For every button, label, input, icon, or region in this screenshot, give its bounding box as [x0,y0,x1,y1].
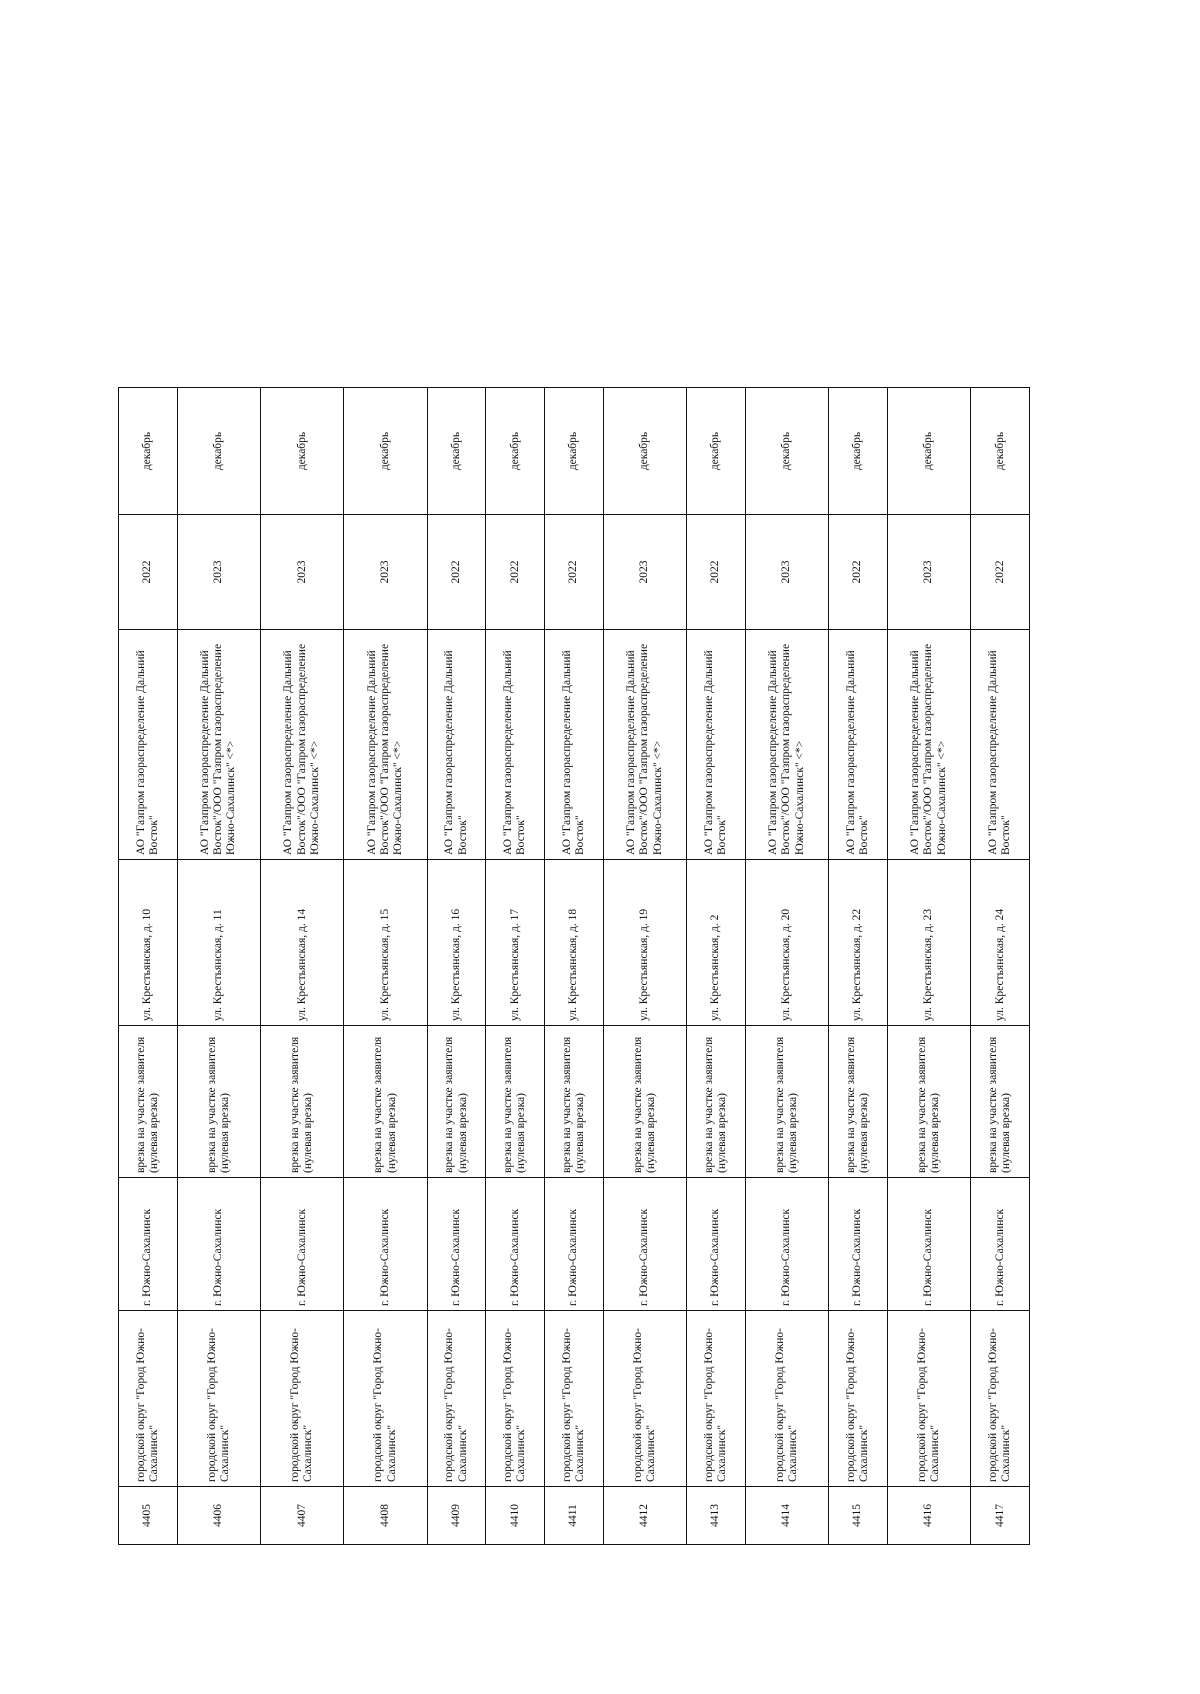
table-row [687,388,746,1545]
connection-type-cell: врезка на участке заявителя (нулевая врезка) [344,1026,427,1178]
year-cell: 2022 [971,515,1030,630]
address-cell: ул. Крестьянская, д. 11 [177,860,260,1026]
organization-cell: АО "Газпром газораспределение Дальний Восток"/ООО "Газпром газораспределение Южно-Сахалинск" <*> [177,630,260,860]
month-cell: декабрь [545,388,604,515]
table-row [829,388,888,1545]
municipality-cell: городской округ "Город Южно-Сахалинск" [887,1311,970,1487]
year-cell: 2023 [261,515,344,630]
month-cell: декабрь [971,388,1030,515]
year-cell: 2022 [829,515,888,630]
row-number-cell: 4417 [971,1487,1030,1545]
connection-type-cell: врезка на участке заявителя (нулевая врезка) [887,1026,970,1178]
city-cell: г. Южно-Сахалинск [687,1178,746,1311]
connection-type-cell: врезка на участке заявителя (нулевая врезка) [427,1026,486,1178]
municipality-cell: городской округ "Город Южно-Сахалинск" [829,1311,888,1487]
connection-type-cell: врезка на участке заявителя (нулевая врезка) [829,1026,888,1178]
municipality-cell: городской округ "Город Южно-Сахалинск" [603,1311,686,1487]
connection-type-cell: врезка на участке заявителя (нулевая врезка) [971,1026,1030,1178]
municipality-cell: городской округ "Город Южно-Сахалинск" [687,1311,746,1487]
connection-type-cell: врезка на участке заявителя (нулевая врезка) [119,1026,178,1178]
month-cell: декабрь [603,388,686,515]
city-cell: г. Южно-Сахалинск [545,1178,604,1311]
organization-cell: АО "Газпром газораспределение Дальний Восток"/ООО "Газпром газораспределение Южно-Сахалинск" <*> [603,630,686,860]
row-number-cell: 4411 [545,1487,604,1545]
organization-cell: АО "Газпром газораспределение Дальний Восток" [427,630,486,860]
month-cell: декабрь [745,388,828,515]
month-cell: декабрь [486,388,545,515]
year-cell: 2022 [687,515,746,630]
address-cell: ул. Крестьянская, д. 15 [344,860,427,1026]
table-row [971,388,1030,1545]
table-body [119,388,1030,1545]
row-number-cell: 4408 [344,1487,427,1545]
organization-cell: АО "Газпром газораспределение Дальний Восток" [971,630,1030,860]
organization-cell: АО "Газпром газораспределение Дальний Восток"/ООО "Газпром газораспределение Южно-Сахалинск" <*> [261,630,344,860]
year-cell: 2022 [119,515,178,630]
year-cell: 2022 [545,515,604,630]
city-cell: г. Южно-Сахалинск [603,1178,686,1311]
year-cell: 2023 [177,515,260,630]
table-row [486,388,545,1545]
table-row [745,388,828,1545]
address-cell: ул. Крестьянская, д. 22 [829,860,888,1026]
address-cell: ул. Крестьянская, д. 23 [887,860,970,1026]
month-cell: декабрь [177,388,260,515]
table-row [427,388,486,1545]
table-row [119,388,178,1545]
city-cell: г. Южно-Сахалинск [119,1178,178,1311]
address-cell: ул. Крестьянская, д. 2 [687,860,746,1026]
month-cell: декабрь [687,388,746,515]
municipality-cell: городской округ "Город Южно-Сахалинск" [427,1311,486,1487]
row-number-cell: 4407 [261,1487,344,1545]
organization-cell: АО "Газпром газораспределение Дальний Восток" [687,630,746,860]
city-cell: г. Южно-Сахалинск [745,1178,828,1311]
address-cell: ул. Крестьянская, д. 10 [119,860,178,1026]
row-number-cell: 4415 [829,1487,888,1545]
municipality-cell: городской округ "Город Южно-Сахалинск" [344,1311,427,1487]
city-cell: г. Южно-Сахалинск [427,1178,486,1311]
connection-type-cell: врезка на участке заявителя (нулевая врезка) [545,1026,604,1178]
row-number-cell: 4414 [745,1487,828,1545]
municipality-cell: городской округ "Город Южно-Сахалинск" [486,1311,545,1487]
city-cell: г. Южно-Сахалинск [261,1178,344,1311]
connection-type-cell: врезка на участке заявителя (нулевая врезка) [745,1026,828,1178]
row-number-cell: 4409 [427,1487,486,1545]
table-row [344,388,427,1545]
table-row [177,388,260,1545]
month-cell: декабрь [344,388,427,515]
connection-type-cell: врезка на участке заявителя (нулевая врезка) [261,1026,344,1178]
year-cell: 2022 [427,515,486,630]
table-row [603,388,686,1545]
organization-cell: АО "Газпром газораспределение Дальний Восток" [486,630,545,860]
row-number-cell: 4413 [687,1487,746,1545]
address-cell: ул. Крестьянская, д. 16 [427,860,486,1026]
city-cell: г. Южно-Сахалинск [971,1178,1030,1311]
municipality-cell: городской округ "Город Южно-Сахалинск" [261,1311,344,1487]
year-cell: 2023 [887,515,970,630]
organization-cell: АО "Газпром газораспределение Дальний Восток"/ООО "Газпром газораспределение Южно-Сахалинск" <*> [344,630,427,860]
address-cell: ул. Крестьянская, д. 20 [745,860,828,1026]
city-cell: г. Южно-Сахалинск [486,1178,545,1311]
month-cell: декабрь [261,388,344,515]
address-cell: ул. Крестьянская, д. 19 [603,860,686,1026]
table-row [545,388,604,1545]
table-row [887,388,970,1545]
city-cell: г. Южно-Сахалинск [829,1178,888,1311]
rotated-table-sheet [118,388,1030,1545]
year-cell: 2023 [603,515,686,630]
month-cell: декабрь [427,388,486,515]
row-number-cell: 4406 [177,1487,260,1545]
year-cell: 2023 [745,515,828,630]
organization-cell: АО "Газпром газораспределение Дальний Восток" [829,630,888,860]
row-number-cell: 4412 [603,1487,686,1545]
city-cell: г. Южно-Сахалинск [344,1178,427,1311]
document-page [118,388,1030,1545]
connection-type-cell: врезка на участке заявителя (нулевая врезка) [687,1026,746,1178]
municipality-cell: городской округ "Город Южно-Сахалинск" [745,1311,828,1487]
municipality-cell: городской округ "Город Южно-Сахалинск" [177,1311,260,1487]
connection-type-cell: врезка на участке заявителя (нулевая врезка) [177,1026,260,1178]
organization-cell: АО "Газпром газораспределение Дальний Восток"/ООО "Газпром газораспределение Южно-Сахалинск" <*> [745,630,828,860]
address-cell: ул. Крестьянская, д. 18 [545,860,604,1026]
organization-cell: АО "Газпром газораспределение Дальний Восток"/ООО "Газпром газораспределение Южно-Сахалинск" <*> [887,630,970,860]
connection-type-cell: врезка на участке заявителя (нулевая врезка) [603,1026,686,1178]
city-cell: г. Южно-Сахалинск [887,1178,970,1311]
row-number-cell: 4405 [119,1487,178,1545]
organization-cell: АО "Газпром газораспределение Дальний Восток" [119,630,178,860]
address-cell: ул. Крестьянская, д. 17 [486,860,545,1026]
table-row [261,388,344,1545]
month-cell: декабрь [829,388,888,515]
gas-connection-registry-table [118,387,1030,1545]
month-cell: декабрь [887,388,970,515]
connection-type-cell: врезка на участке заявителя (нулевая врезка) [486,1026,545,1178]
month-cell: декабрь [119,388,178,515]
year-cell: 2022 [486,515,545,630]
address-cell: ул. Крестьянская, д. 24 [971,860,1030,1026]
municipality-cell: городской округ "Город Южно-Сахалинск" [545,1311,604,1487]
address-cell: ул. Крестьянская, д. 14 [261,860,344,1026]
city-cell: г. Южно-Сахалинск [177,1178,260,1311]
row-number-cell: 4410 [486,1487,545,1545]
year-cell: 2023 [344,515,427,630]
organization-cell: АО "Газпром газораспределение Дальний Восток" [545,630,604,860]
row-number-cell: 4416 [887,1487,970,1545]
municipality-cell: городской округ "Город Южно-Сахалинск" [971,1311,1030,1487]
municipality-cell: городской округ "Город Южно-Сахалинск" [119,1311,178,1487]
